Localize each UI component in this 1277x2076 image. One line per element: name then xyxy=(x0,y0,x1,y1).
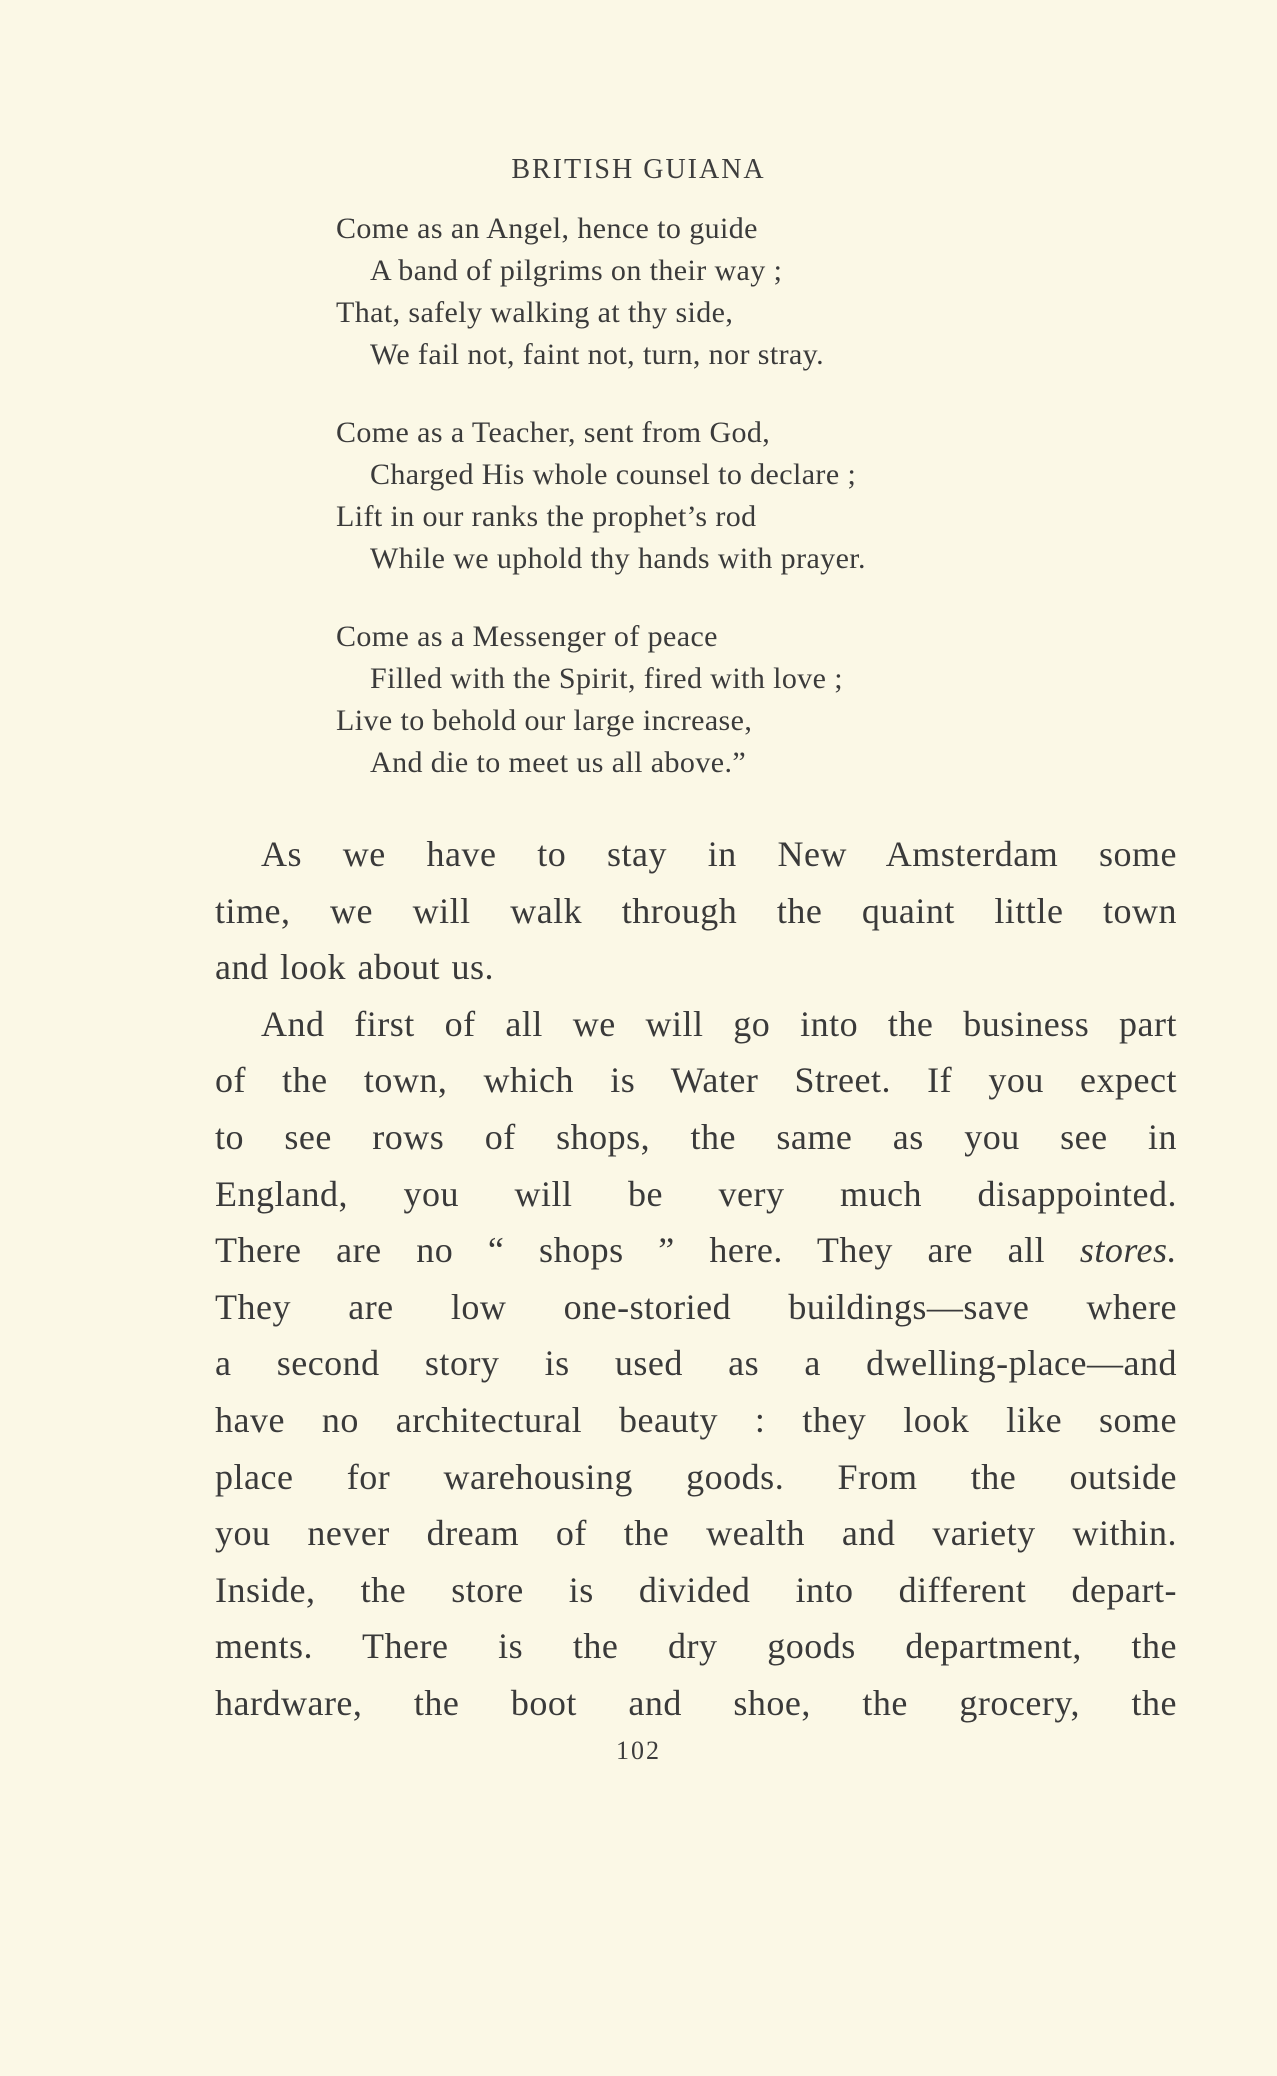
poem-stanza xyxy=(336,412,1056,580)
poem-line: Lift in our ranks the prophet’s rod xyxy=(336,500,757,533)
italic-word: stores. xyxy=(1079,1230,1177,1271)
poem-line: Come as a Teacher, sent from God, xyxy=(336,416,771,449)
text-line: to see rows of shops, the same as you see in xyxy=(215,1116,1177,1157)
poem-line: A band of pilgrims on their way ; xyxy=(370,254,783,287)
poem xyxy=(336,208,1056,820)
text-line: England, you will be very much disappointed. xyxy=(215,1173,1177,1214)
text-line: you never dream of the wealth and variety within. xyxy=(215,1513,1177,1554)
poem-line: We fail not, faint not, turn, nor stray. xyxy=(370,338,825,371)
text-line: time, we will walk through the quaint little town xyxy=(215,890,1177,931)
poem-line: And die to meet us all above.” xyxy=(370,746,747,779)
text-line: Inside, the store is divided into different depart- xyxy=(215,1569,1177,1610)
text-line: and look about us. xyxy=(215,947,494,988)
text-line: ments. There is the dry goods department, the xyxy=(215,1626,1177,1667)
text-line xyxy=(215,1222,1177,1279)
poem-line: Come as an Angel, hence to guide xyxy=(336,212,758,245)
running-head: BRITISH GUIANA xyxy=(511,154,766,185)
page-number: 102 xyxy=(616,1736,661,1765)
text-line: a second story is used as a dwelling-place—and xyxy=(215,1343,1177,1384)
text-line: place for warehousing goods. From the outside xyxy=(215,1456,1177,1497)
text-line: of the town, which is Water Street. If you expect xyxy=(215,1060,1177,1101)
text-line: hardware, the boot and shoe, the grocery, the xyxy=(215,1682,1177,1723)
paragraph xyxy=(215,996,1177,1732)
poem-line: While we uphold thy hands with prayer. xyxy=(370,542,866,575)
poem-stanza xyxy=(336,208,1056,376)
poem-stanza xyxy=(336,616,1056,784)
poem-line: Come as a Messenger of peace xyxy=(336,620,718,653)
text-line: As we have to stay in New Amsterdam some xyxy=(261,834,1177,874)
paragraph xyxy=(215,826,1177,996)
poem-line: That, safely walking at thy side, xyxy=(336,296,734,329)
poem-line: Charged His whole counsel to declare ; xyxy=(370,458,857,491)
text-line: And first of all we will go into the business part xyxy=(261,1003,1177,1044)
poem-line: Filled with the Spirit, fired with love ; xyxy=(370,662,844,695)
text-line: They are low one-storied buildings—save where xyxy=(215,1286,1177,1327)
text-segment: There are no “ shops ” here. They are all xyxy=(215,1230,1046,1271)
poem-line: Live to behold our large increase, xyxy=(336,704,753,737)
prose-body xyxy=(215,826,1177,1732)
text-line: have no architectural beauty : they look like some xyxy=(215,1399,1177,1440)
